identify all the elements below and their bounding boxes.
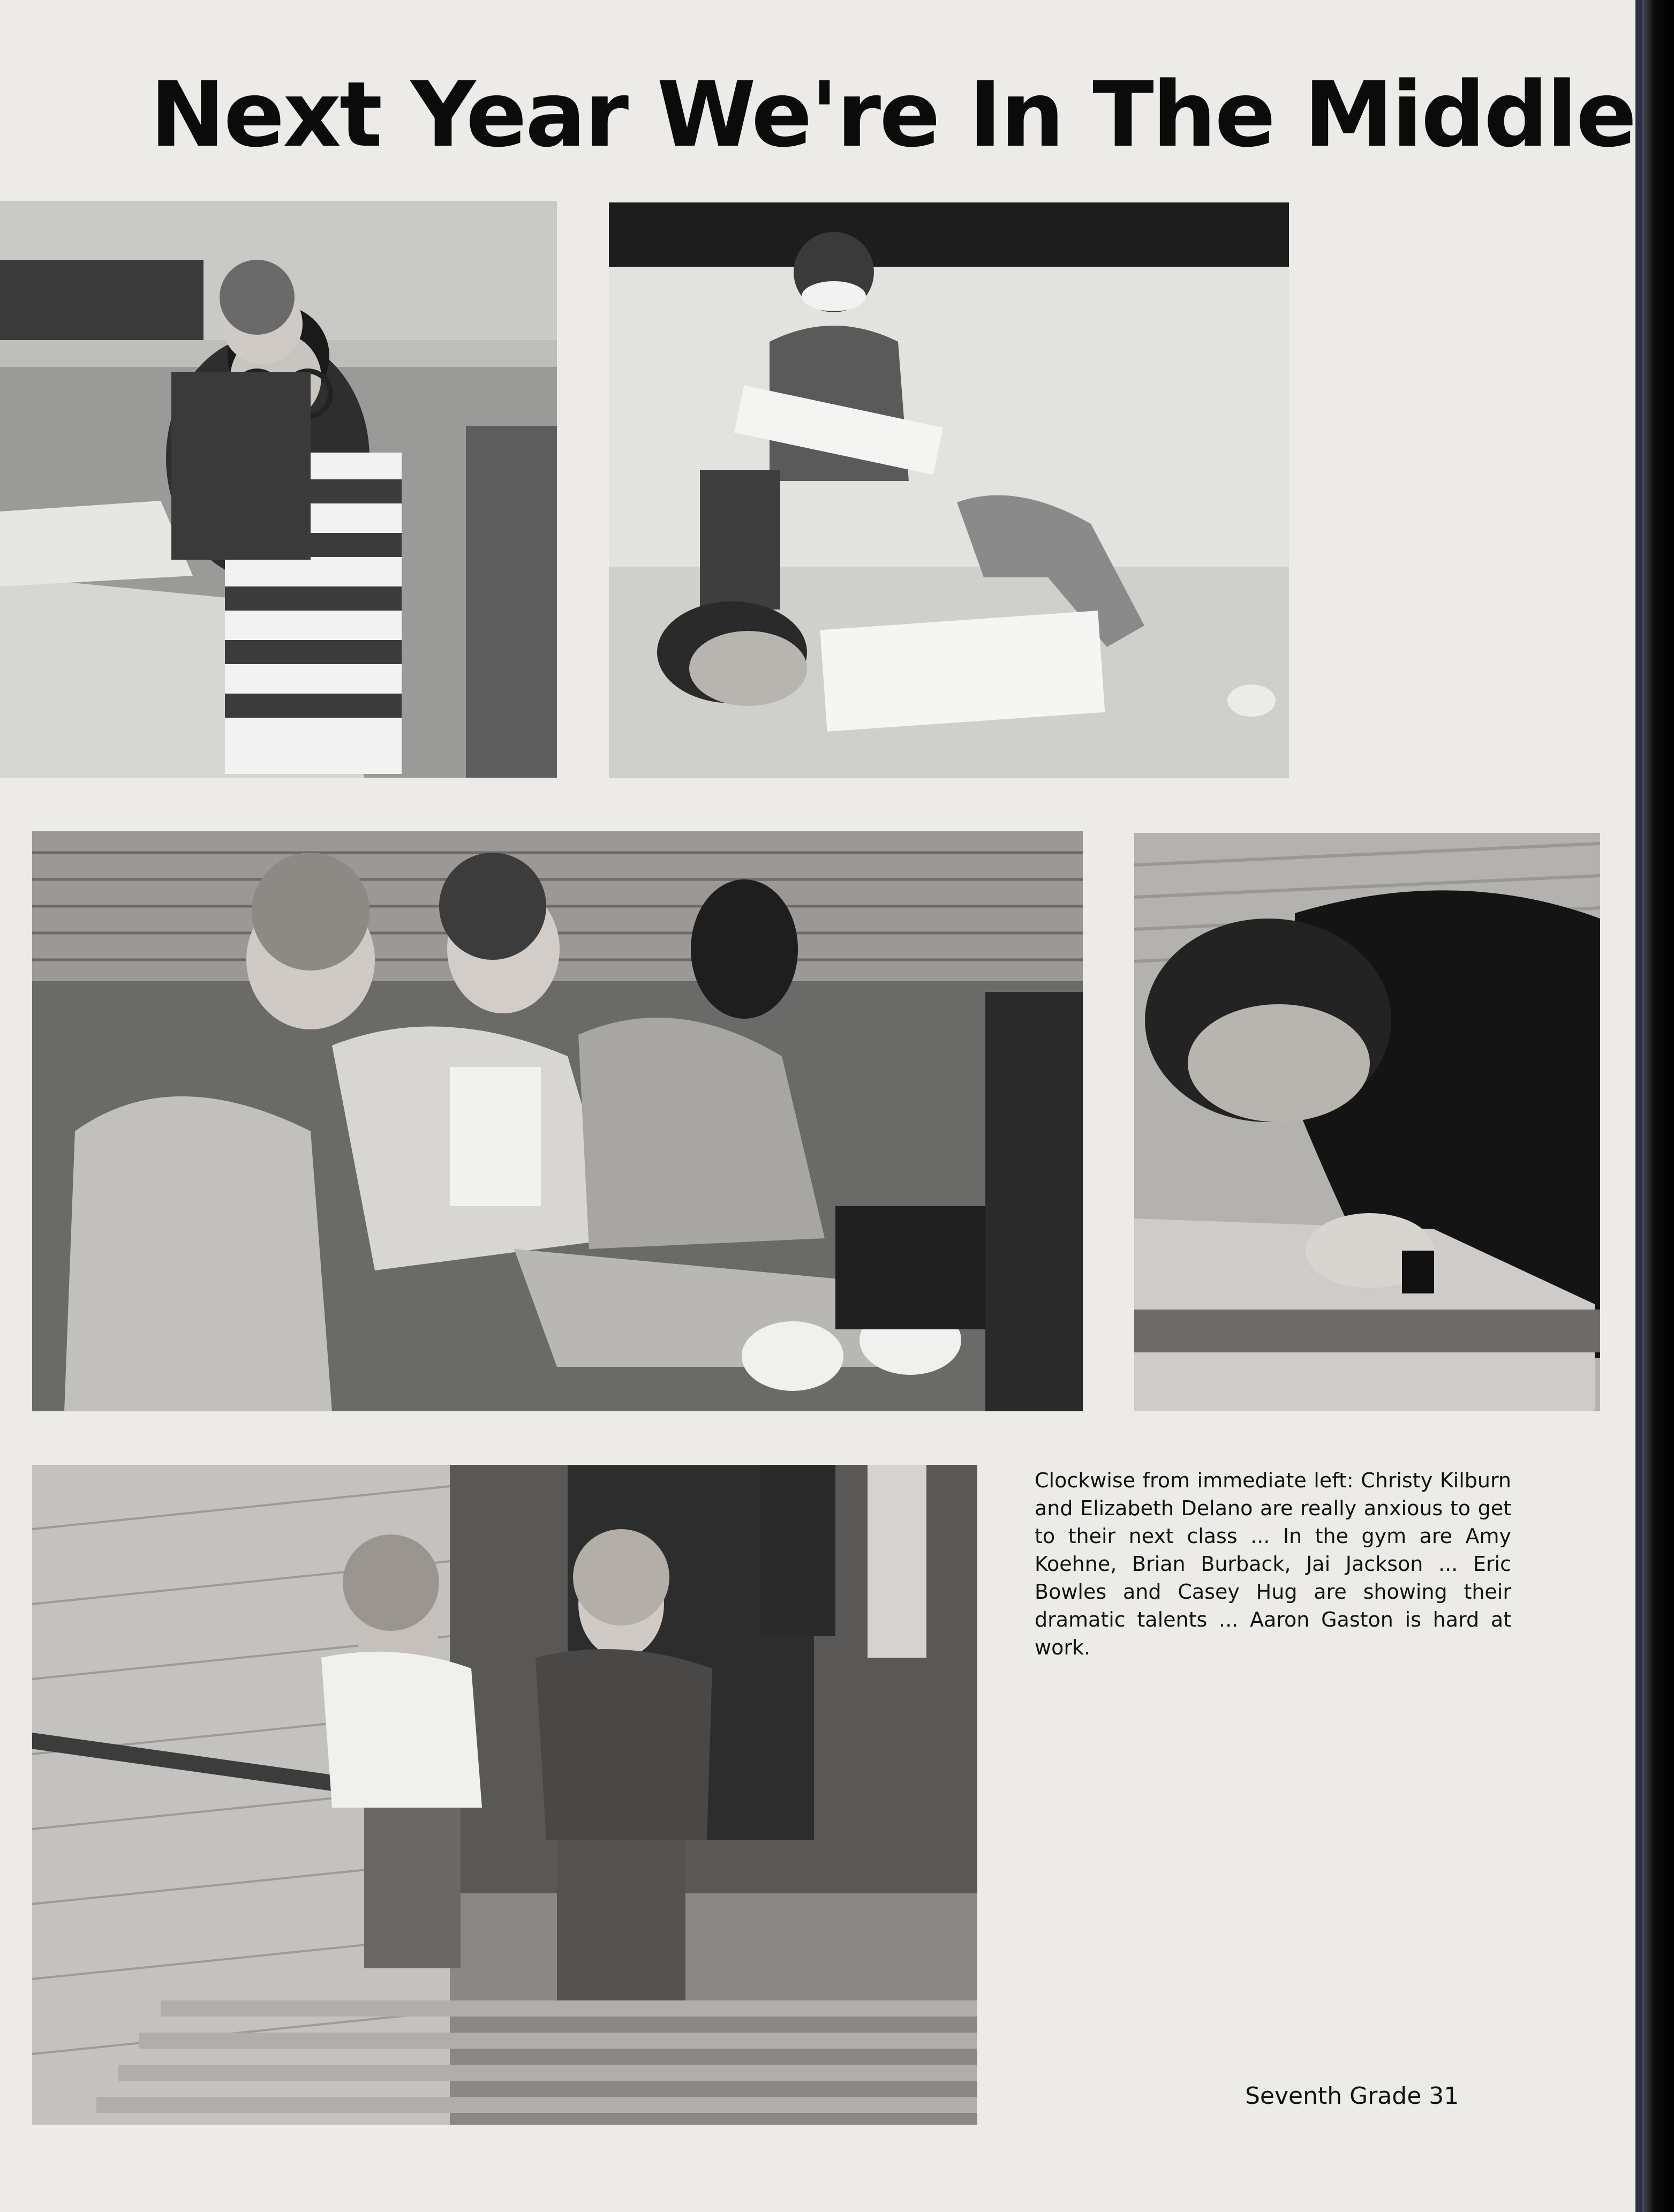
page-folio: Seventh Grade 31 bbox=[1245, 2082, 1459, 2110]
photo-drama-performance bbox=[609, 202, 1289, 778]
page-title: Next Year We're In The Middle bbox=[150, 62, 1635, 167]
photo-boys-at-desk bbox=[0, 201, 557, 778]
page-binding-edge bbox=[1635, 0, 1642, 2212]
photo-girls-on-stairs bbox=[32, 1465, 977, 2125]
photo-caption: Clockwise from immediate left: Christy Kilburn and Elizabeth Delano are really anxious to get to their next class ... In the gym are Amy Koehne, Brian Burback, Jai Jackson ... Eric Bowles and Casey Hug are showing their dramatic talents ... Aaron Gaston is hard at work. bbox=[1035, 1469, 1511, 1659]
photo-gym-students bbox=[32, 831, 1083, 1411]
photo-student-writing bbox=[1134, 833, 1600, 1411]
page-shadow bbox=[1642, 0, 1674, 2212]
